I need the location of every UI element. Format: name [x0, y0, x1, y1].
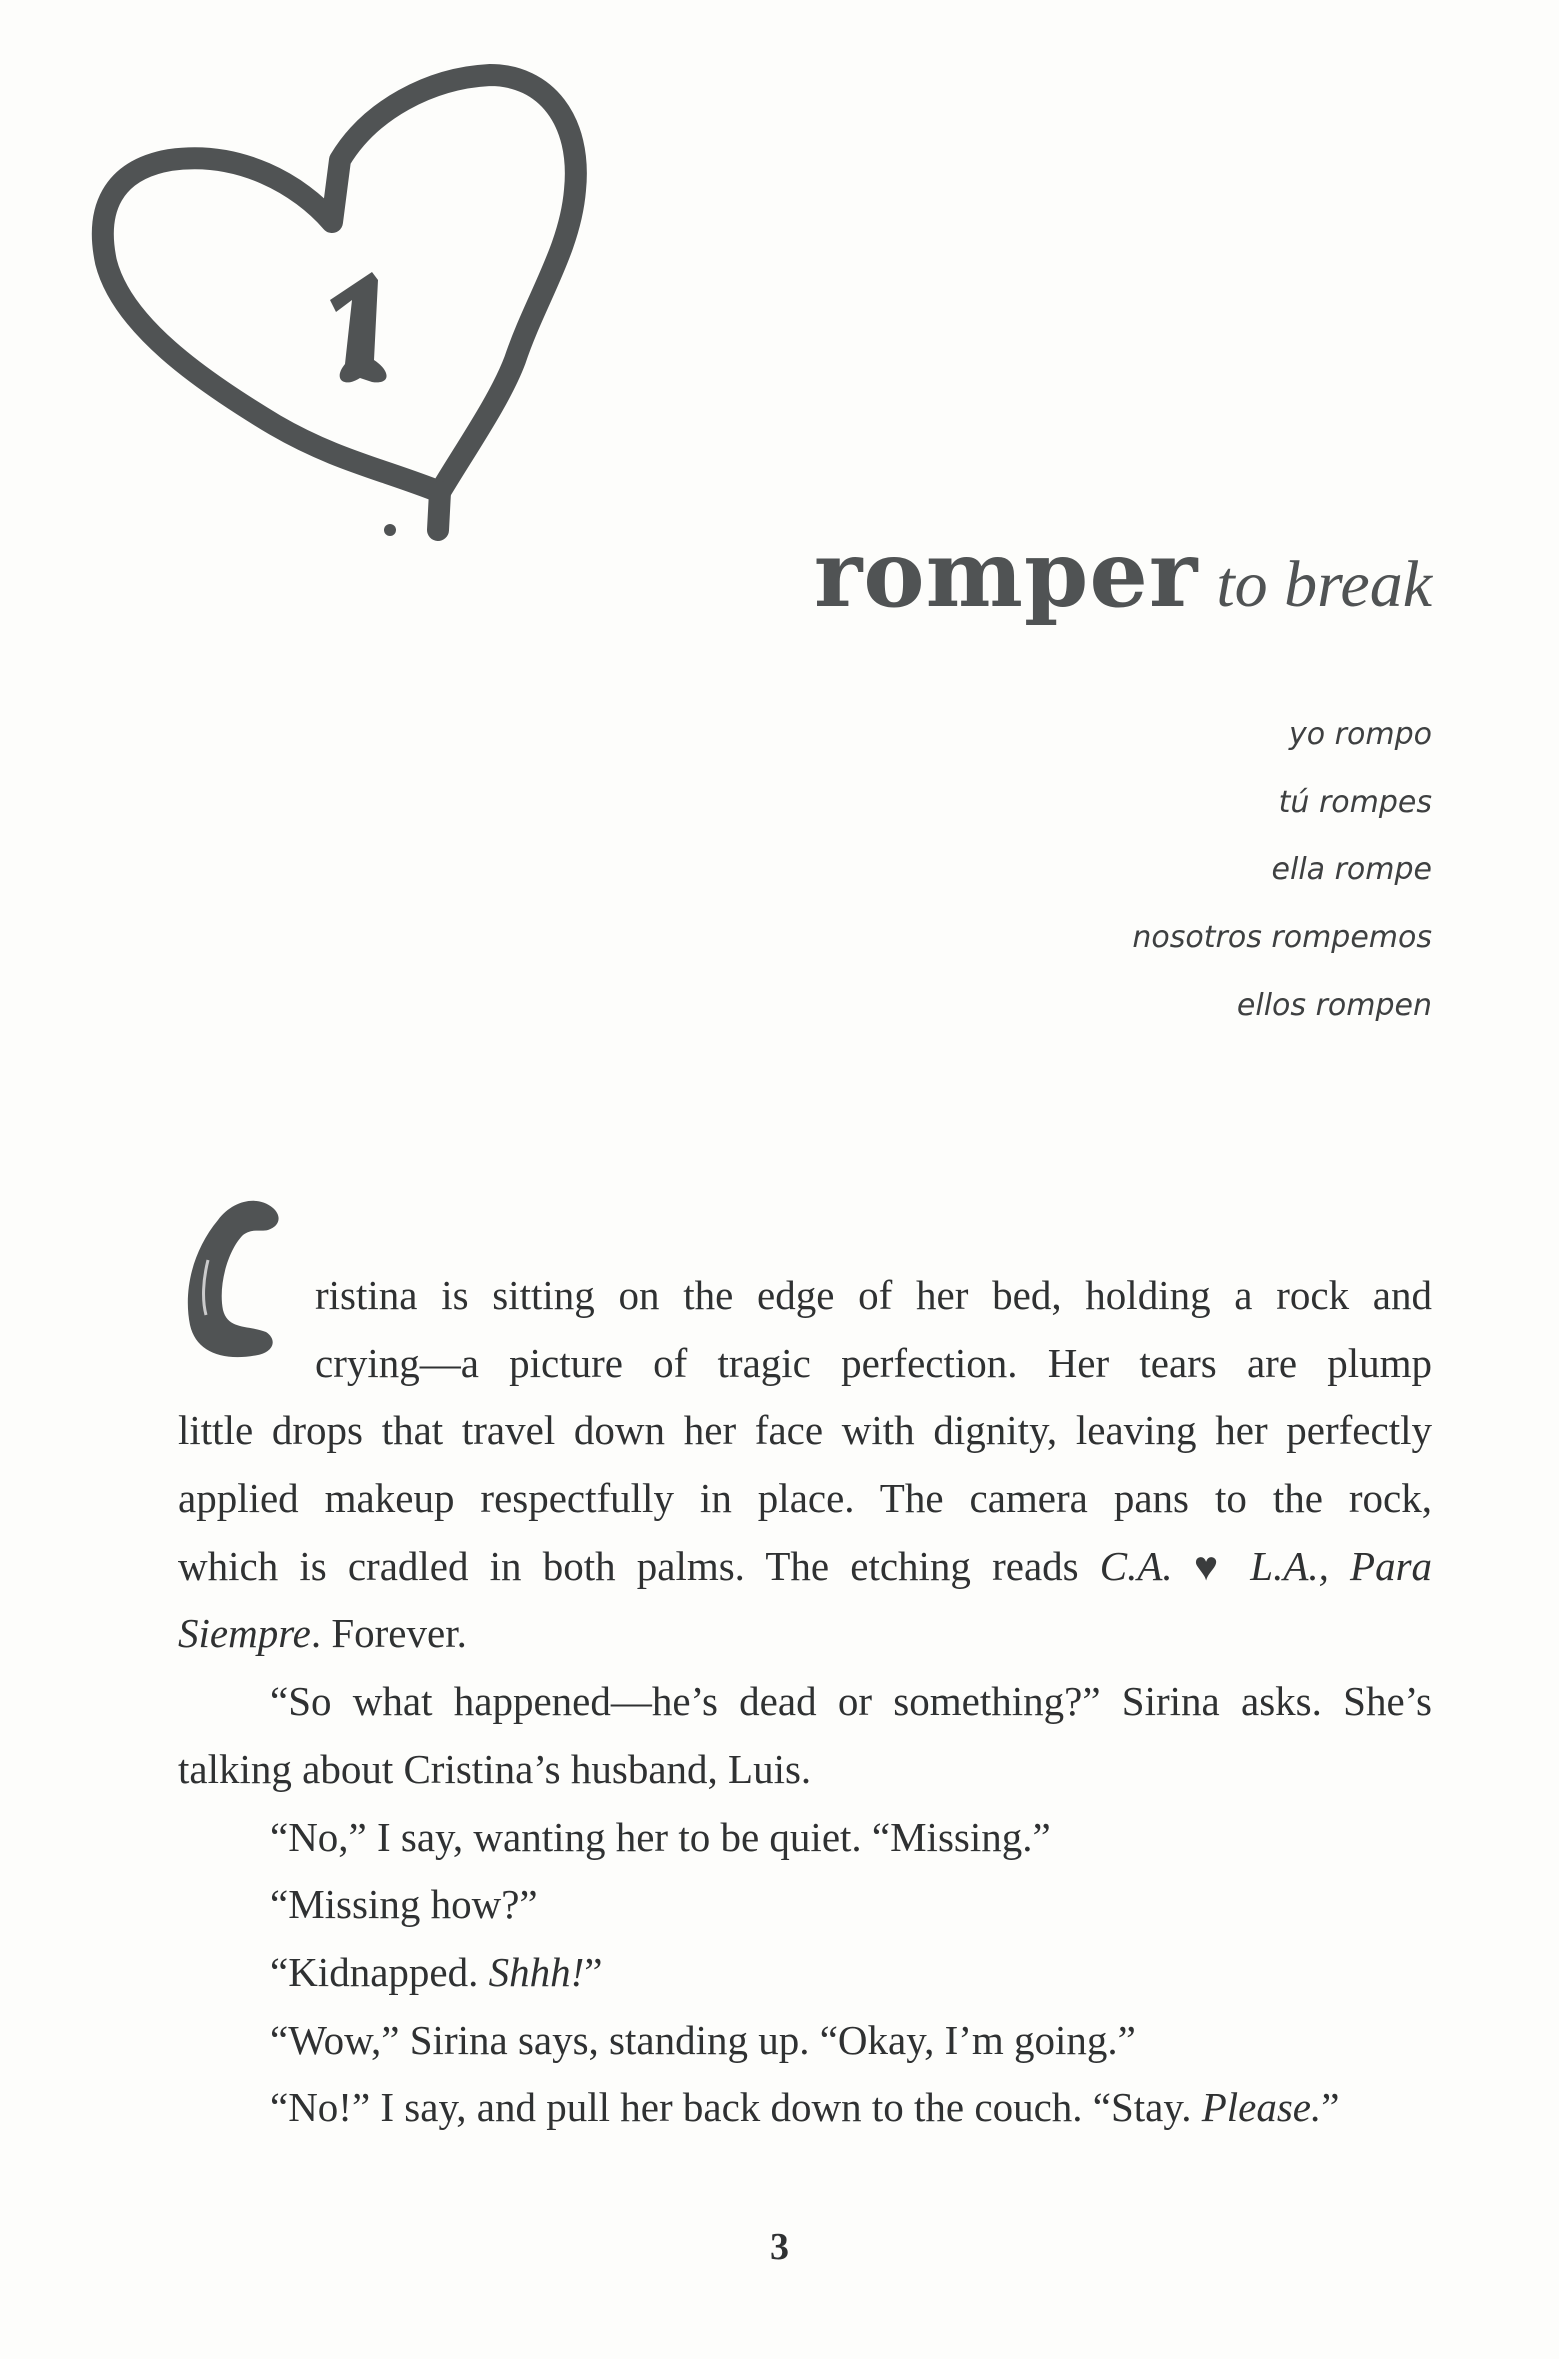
body-line: [178, 1600, 1432, 1668]
conjugation-item: ella rompe: [1271, 852, 1432, 888]
page-number: 3: [770, 2226, 789, 2268]
chapter-number-one-glyph: [330, 272, 387, 382]
body-line: [178, 1533, 1432, 1601]
etching-text: L.A., Para: [1250, 1542, 1432, 1589]
body-text: ”: [1321, 2084, 1340, 2131]
body-line: talking about Cristina’s husband, Luis.: [178, 1745, 812, 1792]
conjugation-item: nosotros rompemos: [1132, 920, 1432, 956]
body-text: . Forever.: [310, 1610, 467, 1657]
body-text: ”: [584, 1948, 603, 1995]
conjugation-list: [1132, 710, 1432, 1048]
body-text: which is cradled in both palms. The etching reads: [178, 1542, 1079, 1589]
body-line: “Missing how?”: [270, 1881, 538, 1928]
chapter-translation: to break: [1216, 548, 1432, 621]
body-line: “So what happened—he’s dead or something?” Sirina asks. She’s: [270, 1678, 1432, 1725]
body-line: “No,” I say, wanting her to be quiet. “Missing.”: [270, 1813, 1051, 1860]
body-emphasis: Shhh!: [488, 1948, 585, 1995]
chapter-title: [814, 520, 1432, 628]
body-line: [178, 1939, 1432, 2007]
etching-text: Siempre: [178, 1610, 311, 1657]
body-text: “Kidnapped.: [270, 1948, 489, 1995]
conjugation-item: ellos rompen: [1236, 987, 1432, 1023]
body-line: little drops that travel down her face with dignity, leaving her perfectly: [178, 1407, 1432, 1454]
body-line: crying—a picture of tragic perfection. Her tears are plump: [315, 1339, 1432, 1386]
body-line: [178, 2074, 1432, 2142]
body-line: “Wow,” Sirina says, standing up. “Okay, I’m going.”: [270, 2016, 1136, 2063]
conjugation-item: yo rompo: [1289, 717, 1432, 752]
chapter-body: [178, 1262, 1432, 2142]
heart-icon: ♥: [1193, 1542, 1230, 1589]
body-text: “No!” I say, and pull her back down to the couch. “Stay.: [270, 2084, 1202, 2131]
body-emphasis: Please.: [1201, 2084, 1322, 2131]
conjugation-item: tú rompes: [1278, 784, 1432, 820]
etching-initials: C.A.: [1099, 1542, 1173, 1589]
chapter-heart-ornament: [0, 0, 640, 560]
chapter-verb: romper: [813, 520, 1199, 628]
body-line: ristina is sitting on the edge of her bed, holding a rock and: [315, 1272, 1432, 1318]
body-line: applied makeup respectfully in place. The camera pans to the rock,: [178, 1475, 1432, 1522]
